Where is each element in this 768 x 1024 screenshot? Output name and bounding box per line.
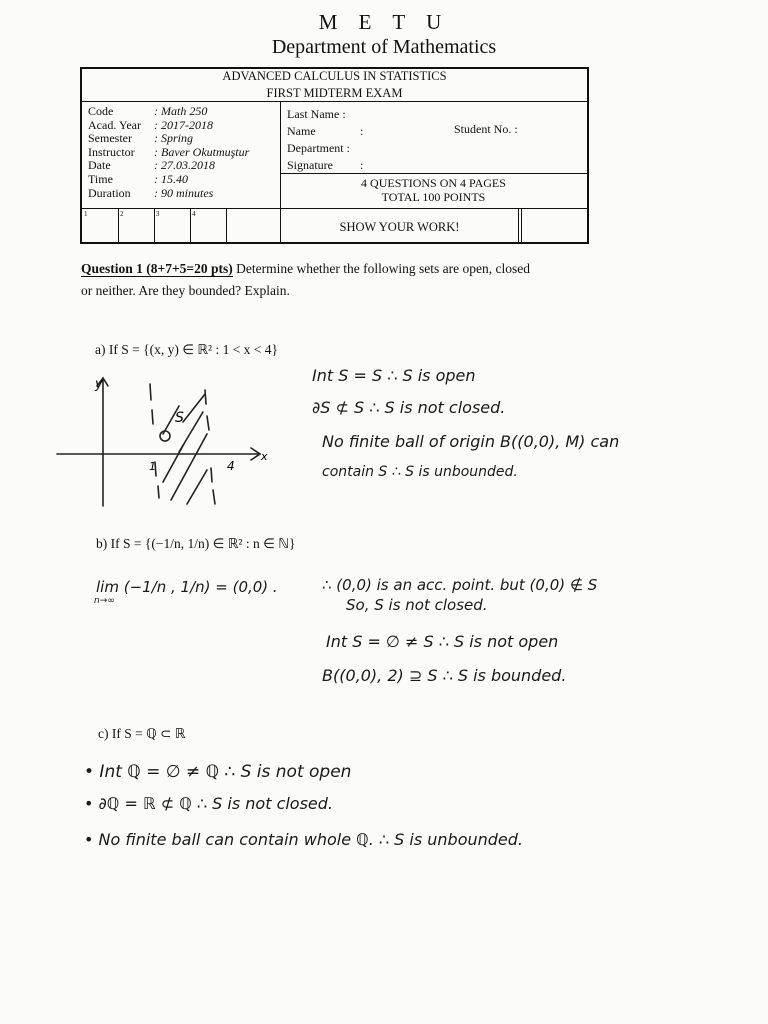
question-1-text-line2: or neither. Are they bounded? Explain.: [81, 283, 290, 298]
info-value: : 15.40: [154, 171, 188, 186]
last-name-label: Last Name :: [287, 107, 346, 121]
show-work-label: SHOW YOUR WORK!: [339, 220, 460, 234]
info-value: : Spring: [154, 131, 193, 146]
info-value: : Math 250: [154, 104, 208, 118]
course-title: ADVANCED CALCULUS IN STATISTICS: [222, 69, 447, 83]
info-label: Acad. Year: [88, 117, 141, 132]
graph-tick-4: 4: [227, 459, 235, 473]
part-a-prompt: a) If S = {(x, y) ∈ ℝ² : 1 < x < 4}: [95, 342, 279, 357]
university-name: M E T U: [318, 10, 450, 34]
origin-circle: [160, 431, 170, 441]
part-c-answer: • Int ℚ = ∅ ≠ ℚ ∴ S is not open: [84, 762, 352, 782]
part-c-prompt: c) If S = ℚ ⊂ ℝ: [98, 726, 186, 741]
part-b-prompt: b) If S = {(−1/n, 1/n) ∈ ℝ² : n ∈ ℕ}: [96, 536, 296, 551]
boundary-x1: [150, 384, 159, 498]
shading: [163, 394, 207, 504]
part-b-answer: So, S is not closed.: [346, 596, 488, 614]
score-box-number: 3: [156, 210, 160, 218]
part-c-answer: • ∂ℚ = ℝ ⊄ ℚ ∴ S is not closed.: [84, 794, 334, 813]
info-value: : 90 minutes: [154, 185, 214, 200]
info-label: Duration: [88, 185, 131, 200]
part-a-sketch: [55, 372, 285, 512]
department-label: Department :: [287, 141, 350, 155]
signature-colon: :: [360, 158, 364, 172]
exam-title: [82, 87, 587, 101]
score-box-number: 2: [120, 210, 124, 218]
part-a-answer: contain S ∴ S is unbounded.: [322, 464, 518, 480]
graph-set-label: S: [175, 410, 184, 426]
exam-header-box: [80, 67, 589, 244]
signature-label-text: Signature: [287, 158, 333, 172]
score-divider: [118, 208, 119, 243]
part-a-answer: ∂S ⊄ S ∴ S is not closed.: [312, 398, 506, 417]
name-label: [287, 123, 364, 140]
question-1-heading: [81, 261, 530, 277]
exam-title-text: FIRST MIDTERM EXAM: [266, 86, 403, 100]
header-divider: [82, 208, 587, 209]
part-b-answer: B((0,0), 2) ⊇ S ∴ S is bounded.: [322, 666, 567, 685]
part-c-answer: • No finite ball can contain whole ℚ. ∴ S is unbounded.: [84, 830, 524, 849]
points-info: TOTAL 100 POINTS: [381, 190, 486, 204]
student-fields: [287, 106, 364, 174]
info-label: Semester: [88, 131, 132, 146]
info-label: Date: [88, 158, 111, 173]
name-colon: :: [360, 124, 364, 138]
graph-x-label: x: [261, 450, 268, 463]
part-b-answer: Int S = ∅ ≠ S ∴ S is not open: [326, 632, 559, 651]
score-divider: [226, 208, 227, 243]
info-value: : 27.03.2018: [154, 158, 215, 173]
score-divider: [518, 208, 519, 243]
part-b-answer: ∴ (0,0) is an acc. point. but (0,0) ∉ S: [322, 576, 598, 594]
header-divider: [82, 101, 587, 102]
question-1-label: Question 1 (8+7+5=20 pts): [81, 261, 233, 276]
info-value: : Baver Okutmuştur: [154, 144, 250, 159]
questions-info: 4 QUESTIONS ON 4 PAGES: [361, 176, 506, 190]
question-1-text: Determine whether the following sets are open, closed: [236, 261, 530, 276]
info-values: [154, 105, 249, 200]
boundary-x4: [205, 390, 215, 504]
department-name: Department of Mathematics: [271, 36, 497, 58]
info-value: : 2017-2018: [154, 117, 213, 132]
part-b-limit-subscript: n→∞: [94, 596, 115, 606]
graph-tick-1: 1: [149, 460, 156, 473]
part-a-answer: Int S = S ∴ S is open: [312, 366, 476, 385]
info-label: Time: [88, 171, 113, 186]
score-divider: [154, 208, 155, 243]
info-label: Instructor: [88, 144, 135, 159]
info-labels: [88, 105, 141, 200]
student-no-label: Student No. :: [454, 122, 518, 136]
part-a-answer: No finite ball of origin B((0,0), M) can: [322, 432, 620, 451]
score-box-number: 4: [192, 210, 196, 218]
score-box-number: 1: [84, 210, 88, 218]
info-label: Code: [88, 104, 114, 118]
signature-label: [287, 157, 364, 174]
score-divider: [521, 208, 522, 243]
graph-y-label: y: [95, 377, 103, 392]
name-label-text: Name: [287, 124, 316, 138]
part-b-limit: lim (−1/n , 1/n) = (0,0) .: [96, 578, 278, 596]
score-divider: [190, 208, 191, 243]
